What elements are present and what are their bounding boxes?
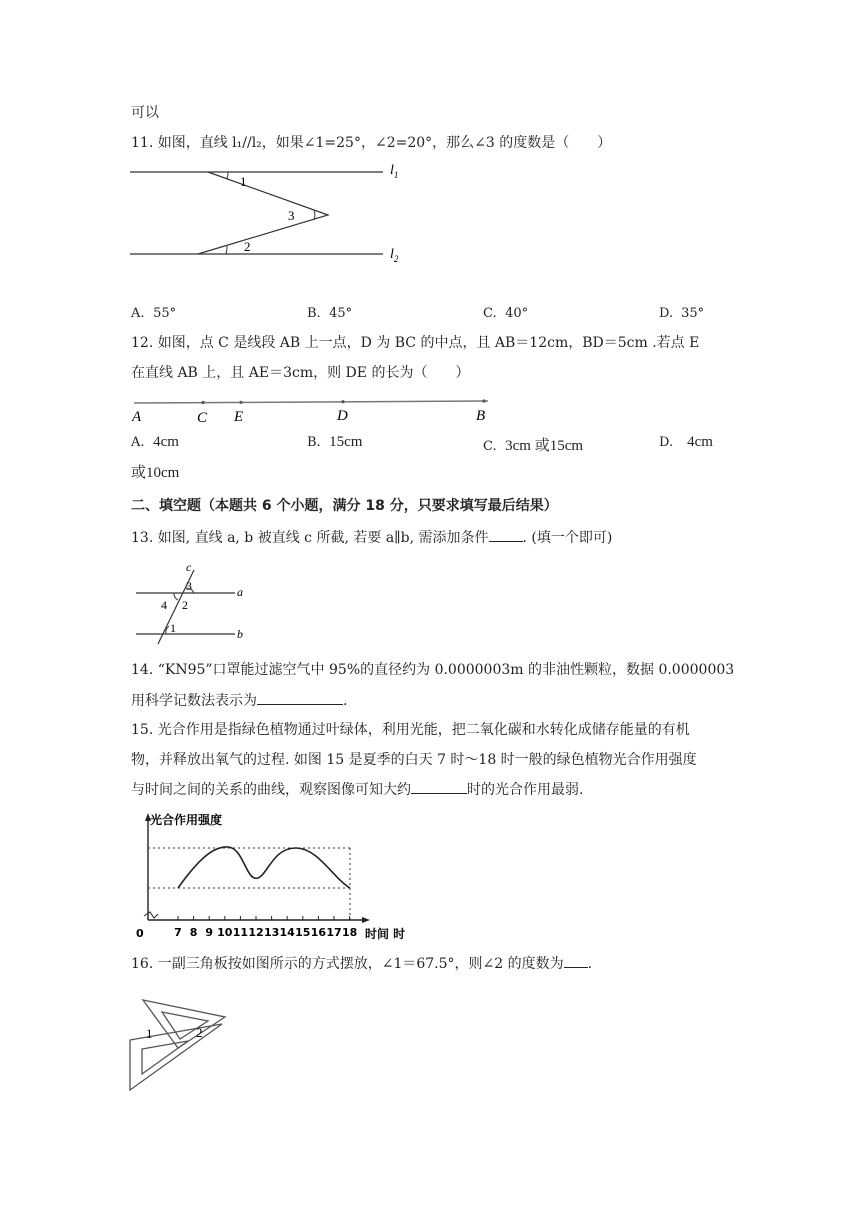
q15-line3: 与时间之间的关系的曲线，观察图像可知大约 时的光合作用最弱.	[131, 779, 583, 800]
x-tick-label: 7	[174, 926, 182, 939]
point-c-label: C	[197, 410, 208, 426]
q15-line1: 15. 光合作用是指绿色植物通过叶绿体，利用光能，把二氧化碳和水转化成储存能量的有机	[131, 722, 690, 738]
x-tick-label: 13	[263, 926, 280, 939]
q14-answer-blank[interactable]	[257, 690, 343, 705]
q15-chart	[128, 810, 418, 946]
q11-stem: 11. 如图，直线 l₁//l₂，如果∠1=25°，∠2=20°，那么∠3 的度数是（ ）	[131, 135, 612, 151]
q16-answer-blank[interactable]	[564, 953, 588, 968]
l1-label: $l_1$	[390, 163, 399, 180]
line-a-label: a	[237, 585, 243, 599]
q13-answer-blank[interactable]	[489, 527, 523, 542]
x-tick-label: 10	[217, 926, 233, 939]
angle-2-label: 2	[182, 598, 188, 612]
q12-figure	[128, 394, 498, 428]
chart-y-label: 光合作用强度	[150, 813, 223, 827]
q14-line1: 14. “KN95”口罩能过滤空气中 95%的直径约为 0.0000003m 的非油性颗粒，数据 0.0000003	[131, 662, 735, 678]
x-tick-label: 17	[326, 926, 342, 939]
continuation-text: 可以	[131, 105, 159, 121]
angle-4-label: 4	[161, 598, 167, 612]
angle-3-label: 3	[288, 208, 295, 223]
x-tick-label: 8	[189, 926, 198, 939]
point-d-label: D	[337, 408, 348, 424]
point-e-label: E	[234, 409, 244, 425]
chart-x-label: 时间 时	[365, 927, 406, 941]
line-c-label: c	[186, 560, 192, 574]
q11-option-d[interactable]: D. 35°	[659, 306, 705, 321]
angle-1-label: 1	[146, 1026, 153, 1041]
point-a-label: A	[132, 409, 142, 425]
line-b-label: b	[237, 627, 243, 641]
q15-answer-blank[interactable]	[411, 779, 467, 794]
x-tick-label: 18	[341, 926, 358, 939]
q15-line2: 物，并释放出氧气的过程. 如图 15 是夏季的白天 7 时～18 时一般的绿色植物光合作用强度	[131, 752, 697, 768]
l2-label: $l_2$	[390, 247, 399, 264]
section-2-title: 二、填空题（本题共 6 个小题，满分 18 分，只要求填写最后结果）	[131, 498, 558, 514]
point-b-label: B	[476, 408, 486, 424]
q12-option-d-wrap: 或10cm	[131, 465, 180, 481]
x-tick-label: 11	[232, 926, 249, 939]
q13-stem: 13. 如图, 直线 a, b 被直线 c 所截, 若要 a∥b, 需添加条件 . (填一个即可)	[131, 527, 612, 548]
chart-origin-label: 0	[136, 927, 144, 940]
q11-option-c[interactable]: C. 40°	[483, 306, 529, 321]
x-tick-label: 15	[295, 926, 311, 939]
angle-3-label: 3	[186, 579, 192, 593]
q13-figure	[128, 560, 258, 648]
x-tick-label: 16	[310, 926, 327, 939]
x-tick-label: 14	[279, 926, 295, 939]
x-tick-label: 9	[205, 926, 214, 939]
q16-stem: 16. 一副三角板按如图所示的方式摆放，∠1＝67.5°，则∠2 的度数为 .	[131, 953, 592, 974]
q12-option-d[interactable]: D. 4cm	[659, 434, 713, 450]
q11-figure	[128, 158, 418, 270]
x-tick-label: 12	[248, 926, 264, 939]
q16-figure	[128, 982, 238, 1092]
q12-option-c[interactable]: C. 3cm 或15cm	[483, 438, 584, 454]
q12-option-a[interactable]: A. 4cm	[131, 434, 179, 450]
q11-option-b[interactable]: B. 45°	[307, 306, 353, 321]
q11-option-a[interactable]: A. 55°	[131, 306, 177, 321]
angle-1-label: 1	[170, 621, 176, 635]
q14-line2: 用科学记数法表示为 .	[131, 690, 347, 711]
angle-2-label: 2	[196, 1025, 203, 1040]
angle-2-label: 2	[244, 239, 251, 254]
q12-option-b[interactable]: B. 15cm	[307, 434, 363, 450]
q12-stem-line2: 在直线 AB 上，且 AE＝3cm，则 DE 的长为（ ）	[131, 365, 470, 381]
q12-stem-line1: 12. 如图，点 C 是线段 AB 上一点，D 为 BC 的中点，且 AB＝12cm，BD＝5cm .若点 E	[131, 335, 700, 351]
angle-1-label: 1	[240, 174, 247, 189]
